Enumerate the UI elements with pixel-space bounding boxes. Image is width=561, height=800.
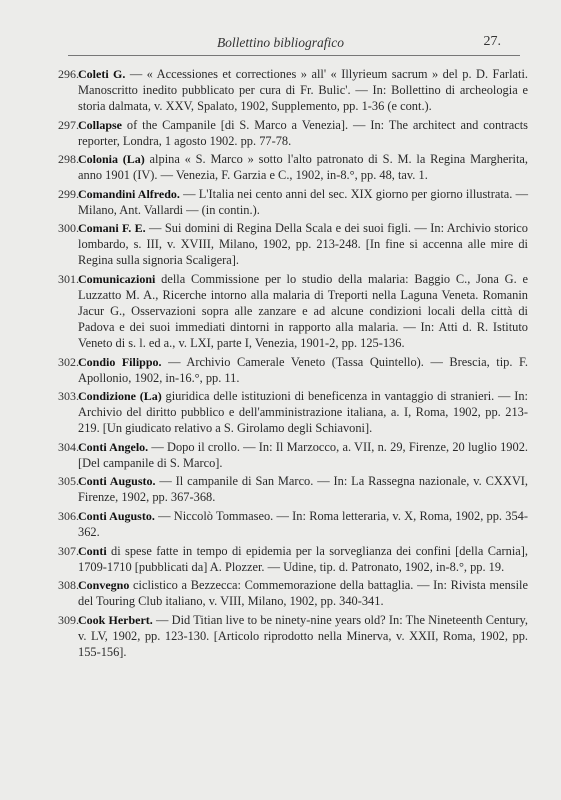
entry-heading: Cook Herbert. [78,612,153,627]
bibliography-entry [58,612,528,660]
entry-heading: Coleti G. [78,67,126,81]
entry-text: di spese fatte in tempo di epidemia per la sorveglianza dei confini [della Carnia], 1709-1710 [pubblicati da] A. Plozzer. — Udine, tip. d. Patronato, 1902, in-8.°, pp. 19. [78,543,528,574]
entry-text: — Il campanile di San Marco. — In: La Rassegna nazionale, v. CXXVI, Firenze, 1902, pp. 367-368. [78,474,528,505]
entry-heading: Convegno [78,578,130,593]
entry-heading: Conti Angelo. [78,439,149,454]
entry-text: della Commissione per lo studio della malaria: Baggio C., Jona G. e Luzzatto M. A., Ricerche intorno alla malaria di Treporti nella Laguna Veneta. Romanin Jacur G., Osservazioni sopra alle zanzare e ad alcune condizioni locali della città di Padova e dei suoi immediati dintorni in rapporto alla malaria. — In: Atti d. R. Istituto Veneto di s. l. ed a., v. LXI, parte I, Venezia, 1901-2, pp. 125-136. [78,271,528,350]
entry-number: 303. [58,389,79,404]
entry-number: 305. [58,474,79,489]
entry-text: of the Campanile [di S. Marco a Venezia]. — In: The architect and contracts reporter, Londra, 1 agosto 1902. pp. 77-78. [78,117,528,148]
entry-heading: Comani F. E. [78,221,146,236]
entry-heading: Colonia (La) [78,152,145,167]
header-rule [68,55,520,56]
bibliography-entry [58,186,528,218]
entry-heading: Condizione (La) [78,389,162,404]
entry-text: alpina « S. Marco » sotto l'alto patronato di S. M. la Regina Margherita, anno 1901 (IV). — Venezia, F. Garzia e C., 1902, in-8.°, pp. 48, tav. 1. [78,152,528,183]
entry-number: 307. [58,543,79,558]
entry-text: ciclistico a Bezzecca: Commemorazione della battaglia. — In: Rivista mensile del Touring Club italiano, v. VIII, Milano, 1902, pp. 340-341. [78,578,528,609]
entry-heading: Comandini Alfredo. [78,186,180,201]
bibliography-entry [58,220,528,268]
entry-number: 302. [58,354,79,369]
bibliography-entry [58,354,528,386]
entry-heading: Conti Augusto. [78,508,155,523]
bibliography-entry [58,117,528,149]
entry-text: giuridica delle istituzioni di beneficenza in vantaggio di stranieri. — In: Archivio del diritto pubblico e dell'amministrazione italiana, a. I, Roma, 1902, pp. 213-219. [Un giudicato relativo a S. Girolamo degli Schiavoni]. [78,389,528,436]
bibliography-list [58,66,528,662]
bibliography-entry [58,271,528,351]
entry-heading: Conti Augusto. [78,474,156,489]
entry-text: — Did Titian live to be ninety-nine years old? In: The Nineteenth Century, v. LV, 1902, pp. 123-130. [Articolo riprodotto nella Minerva, v. XXII, Roma, 1902, pp. 155-156]. [78,612,528,659]
entry-number: 306. [58,508,79,523]
bibliography-entry [58,151,528,183]
entry-text: — « Accessiones et correctiones » all' « Illyrieum sacrum » del p. D. Farlati. Manoscritto inedito pubblicato per cura di Fr. Bulic'. — In: Bollettino di archeologia e storia dalmata, v. XXV, Spalato, 1902, Supplemento, pp. 1-36 (e cont.). [78,67,528,113]
entry-heading: Comunicazioni [78,271,156,286]
entry-heading: Collapse [78,117,123,132]
entry-heading: Conti [78,543,107,558]
entry-text: — Dopo il crollo. — In: Il Marzocco, a. VII, n. 29, Firenze, 20 luglio 1902. [Del campanile di S. Marco]. [78,439,528,470]
entry-number: 304. [58,439,79,454]
entry-number: 309. [58,612,79,627]
entry-number: 299. [58,186,79,201]
running-title: Bollettino bibliografico [216,35,345,50]
entry-number: 301. [58,271,79,286]
entry-number: 297. [58,117,79,132]
entry-number: 308. [58,578,79,593]
page-number: 27. [483,34,501,49]
entry-number: 298. [58,152,79,167]
page-header [0,33,561,53]
entry-text: — L'Italia nei cento anni del sec. XIX giorno per giorno illustrata. — Milano, Ant. Vallardi — (in contin.). [78,186,528,217]
bibliography-entry [58,543,528,575]
entry-number: 300. [58,221,79,236]
bibliography-entry [58,388,528,436]
bibliography-entry [58,577,528,609]
bibliography-entry [58,473,528,505]
bibliography-entry [58,66,528,114]
entry-number: 296. [58,67,79,81]
entry-heading: Condio Filippo. [78,354,162,369]
bibliography-entry [58,439,528,471]
bibliography-entry [58,508,528,540]
entry-text: — Archivio Camerale Veneto (Tassa Quintello). — Brescia, tip. F. Apollonio, 1902, in-16.°, pp. 11. [78,354,528,385]
entry-text: — Sui domini di Regina Della Scala e dei suoi figli. — In: Archivio storico lombardo, s. III, v. XVIII, Milano, 1902, pp. 213-248. [In fine si accenna alle mire di Regina sulla signoria Scaligera]. [78,221,529,268]
entry-text: — Niccolò Tommaseo. — In: Roma letteraria, v. X, Roma, 1902, pp. 354-362. [78,508,528,539]
